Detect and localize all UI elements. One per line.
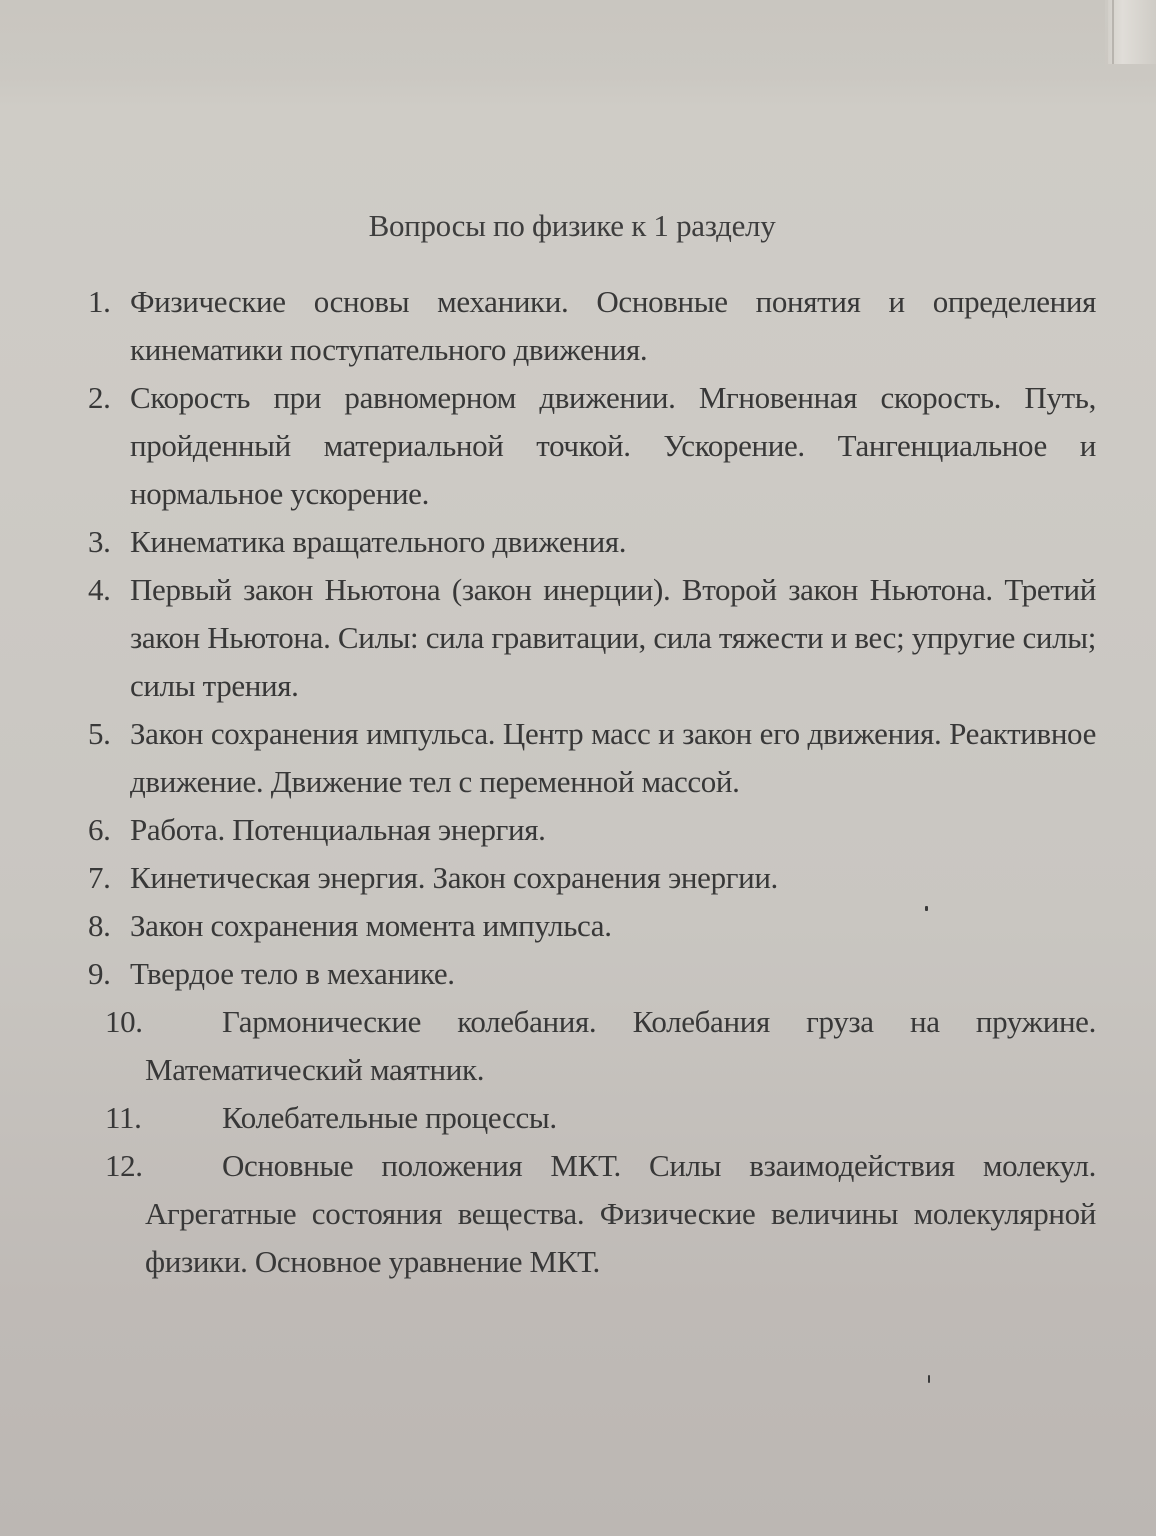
question-number: 9. bbox=[88, 956, 111, 991]
question-text: Закон сохранения момента импульса. bbox=[130, 908, 612, 943]
ink-speck bbox=[928, 1375, 930, 1383]
question-number: 10. bbox=[105, 1004, 143, 1039]
question-text: Закон сохранения импульса. Центр масс и закон его движения. Реактивное движение. Движение тел с переменной массой. bbox=[130, 716, 1096, 799]
question-item bbox=[88, 950, 1096, 998]
question-item bbox=[88, 806, 1096, 854]
question-text: Работа. Потенциальная энергия. bbox=[130, 812, 546, 847]
question-number: 6. bbox=[88, 812, 111, 847]
question-number: 4. bbox=[88, 572, 111, 607]
question-text: Твердое тело в механике. bbox=[130, 956, 455, 991]
question-item bbox=[88, 518, 1096, 566]
question-item bbox=[88, 1142, 1096, 1286]
question-number: 12. bbox=[105, 1148, 143, 1183]
question-text: Кинетическая энергия. Закон сохранения энергии. bbox=[130, 860, 778, 895]
question-item bbox=[88, 374, 1096, 518]
document-title: Вопросы по физике к 1 разделу bbox=[368, 208, 776, 243]
question-number: 11. bbox=[105, 1100, 142, 1135]
question-text: Скорость при равномерном движении. Мгновенная скорость. Путь, пройденный материальной точкой. Ускорение. Тангенциальное и нормальное ускорение. bbox=[130, 380, 1096, 511]
question-item bbox=[88, 278, 1096, 374]
question-text: Первый закон Ньютона (закон инерции). Второй закон Ньютона. Третий закон Ньютона. Силы: сила гравитации, сила тяжести и вес; упругие силы; силы трения. bbox=[130, 572, 1096, 703]
question-item bbox=[88, 854, 1096, 902]
question-item bbox=[88, 902, 1096, 950]
question-item bbox=[88, 710, 1096, 806]
question-text: Физические основы механики. Основные понятия и определения кинематики поступательного движения. bbox=[130, 284, 1096, 367]
question-number: 1. bbox=[88, 284, 111, 319]
question-number: 7. bbox=[88, 860, 111, 895]
question-item bbox=[88, 566, 1096, 710]
question-item bbox=[88, 1094, 1096, 1142]
question-number: 2. bbox=[88, 380, 111, 415]
question-text: Основные положения МКТ. Силы взаимодействия молекул. Агрегатные состояния вещества. Физические величины молекулярной физики. Основное уравнение МКТ. bbox=[145, 1148, 1096, 1279]
question-number: 5. bbox=[88, 716, 111, 751]
question-text: Кинематика вращательного движения. bbox=[130, 524, 627, 559]
question-text: Гармонические колебания. Колебания груза на пружине. Математический маятник. bbox=[145, 1004, 1096, 1087]
question-number: 8. bbox=[88, 908, 111, 943]
question-item bbox=[88, 998, 1096, 1094]
ink-speck bbox=[925, 906, 928, 911]
questions-list bbox=[88, 278, 1096, 1286]
question-text: Колебательные процессы. bbox=[222, 1100, 557, 1135]
question-number: 3. bbox=[88, 524, 111, 559]
